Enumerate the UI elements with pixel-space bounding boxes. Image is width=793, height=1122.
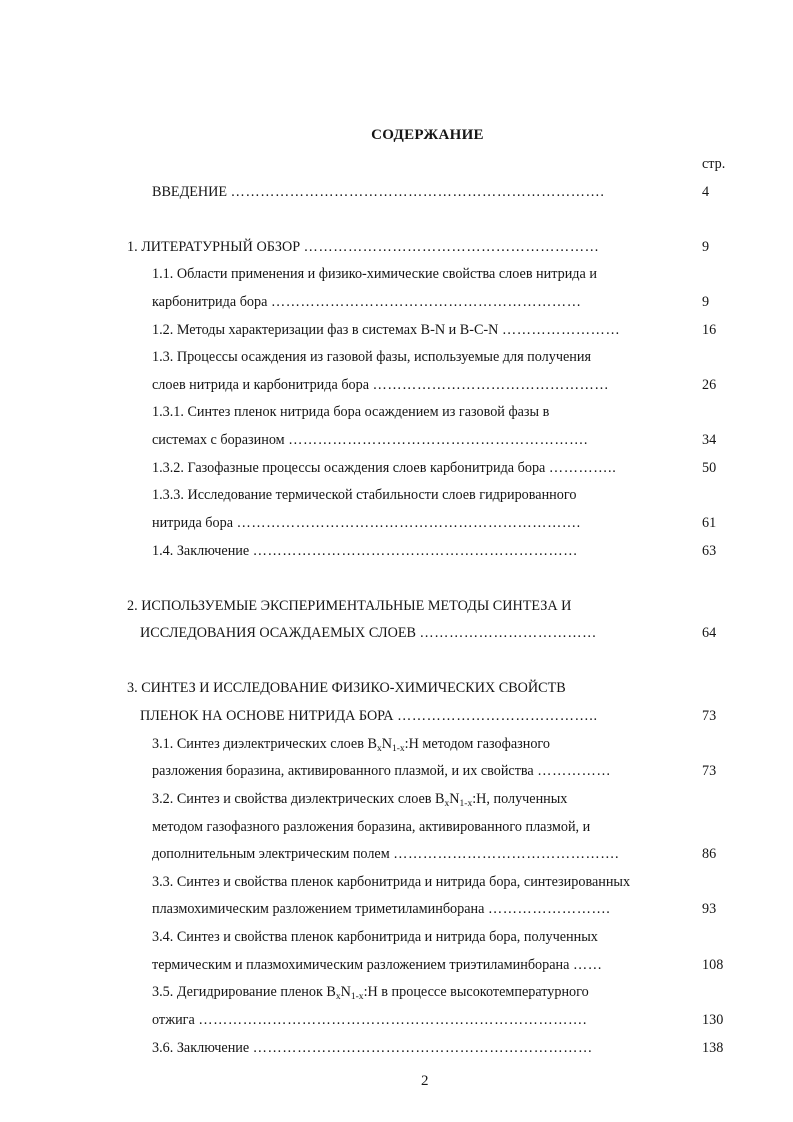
toc-entry-text: отжига ……………………………………………………………………. [152, 1012, 587, 1028]
toc-entry-text: 1. ЛИТЕРАТУРНЫЙ ОБЗОР …………………………………………………… [127, 239, 600, 255]
toc-page-number: 73 [702, 763, 717, 779]
toc-entry-text: плазмохимическим разложением триметиламинборана ……………………. [152, 901, 611, 917]
toc-entry-text: ИССЛЕДОВАНИЯ ОСАЖДАЕМЫХ СЛОЕВ ……………………………… [140, 625, 597, 641]
toc-entry-text: ВВЕДЕНИЕ …………………………………………………………………. [152, 184, 605, 200]
toc-entry-text: 3. СИНТЕЗ И ИССЛЕДОВАНИЕ ФИЗИКО-ХИМИЧЕСКИХ СВОЙСТВ [127, 680, 566, 696]
toc-page-number: 138 [702, 1040, 724, 1056]
toc-page-number: 26 [702, 377, 717, 393]
toc-page-number: 130 [702, 1012, 724, 1028]
toc-page-number: 34 [702, 432, 717, 448]
toc-entry-text: термическим и плазмохимическим разложением триэтиламинборана …… [152, 957, 603, 973]
page-column-label: стр. [702, 156, 726, 172]
toc-page-number: 9 [702, 239, 710, 255]
toc-entry-text: 1.3. Процессы осаждения из газовой фазы, используемые для получения [152, 349, 591, 365]
toc-page-number: 63 [702, 543, 717, 559]
toc-page-number: 64 [702, 625, 717, 641]
toc-entry-text: системах с боразином ……………………………………………………. [152, 432, 589, 448]
toc-entry-text: 3.2. Синтез и свойства диэлектрических слоев $B_xN_{1-x}:H$, полученных [152, 791, 568, 809]
toc-entry-text: карбонитрида бора ……………………………………………………… [152, 294, 582, 310]
toc-entry-text: 3.3. Синтез и свойства пленок карбонитрида и нитрида бора, синтезированных [152, 874, 631, 890]
toc-page-number: 73 [702, 708, 717, 724]
toc-page-number: 93 [702, 901, 717, 917]
toc-entry-text: 1.4. Заключение ………………………………………………………… [152, 543, 579, 559]
toc-entry-text: методом газофазного разложения боразина, активированного плазмой, и [152, 819, 591, 835]
toc-entry-text: 2. ИСПОЛЬЗУЕМЫЕ ЭКСПЕРИМЕНТАЛЬНЫЕ МЕТОДЫ СИНТЕЗА И [127, 598, 572, 614]
toc-page-number: 16 [702, 322, 717, 338]
toc-page-number: 50 [702, 460, 717, 476]
toc-entry-text: 3.4. Синтез и свойства пленок карбонитрида и нитрида бора, полученных [152, 929, 598, 945]
toc-page-number: 61 [702, 515, 717, 531]
toc-page-number: 108 [702, 957, 724, 973]
toc-entry-text: 1.3.3. Исследование термической стабильности слоев гидрированного [152, 487, 577, 503]
toc-entry-text: 3.6. Заключение …………………………………………………………… [152, 1040, 593, 1056]
toc-entry-text: 3.5. Дегидрирование пленок $B_xN_{1-x}:H$ в процессе высокотемпературного [152, 984, 589, 1002]
toc-entry-text: 1.3.1. Синтез пленок нитрида бора осаждением из газовой фазы в [152, 404, 550, 420]
toc-entry-text: дополнительным электрическим полем ………………………………………. [152, 846, 620, 862]
toc-entry-text: 1.3.2. Газофазные процессы осаждения слоев карбонитрида бора ………….. [152, 460, 617, 476]
toc-page-number: 4 [702, 184, 710, 200]
toc-entry-text: 1.1. Области применения и физико-химические свойства слоев нитрида и [152, 266, 597, 282]
page-title: СОДЕРЖАНИЕ [371, 127, 484, 143]
toc-entry-text: 3.1. Синтез диэлектрических слоев $B_xN_{1-x}:H$ методом газофазного [152, 736, 550, 754]
toc-page-number: 86 [702, 846, 717, 862]
page-number: 2 [421, 1073, 429, 1089]
toc-page-number: 9 [702, 294, 710, 310]
toc-entry-text: нитрида бора ……………………………………………………………. [152, 515, 581, 531]
toc-entry-text: разложения боразина, активированного плазмой, и их свойства …………… [152, 763, 612, 779]
toc-entry-text: ПЛЕНОК НА ОСНОВЕ НИТРИДА БОРА ………………………………….. [140, 708, 598, 724]
toc-entry-text: слоев нитрида и карбонитрида бора ………………………………………… [152, 377, 610, 393]
toc-entry-text: 1.2. Методы характеризации фаз в системах B-N и B-C-N …………………… [152, 322, 621, 338]
